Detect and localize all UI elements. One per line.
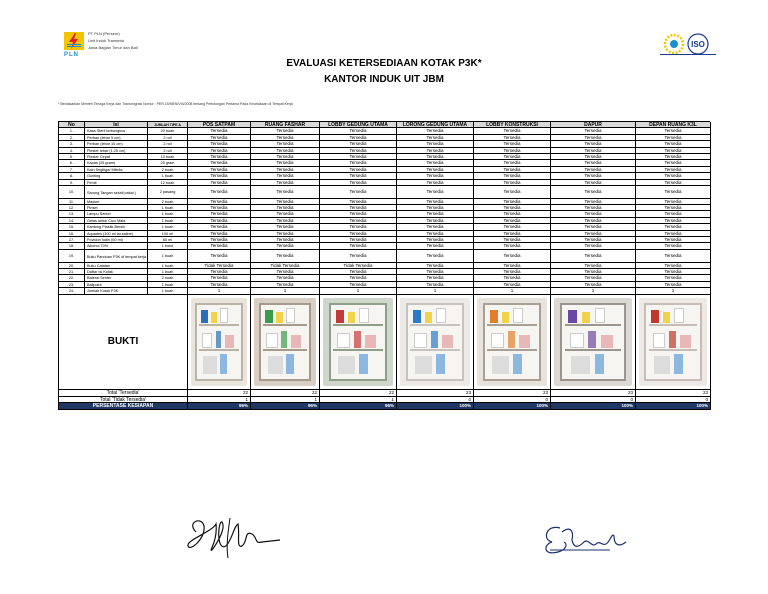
availability-status: Tersedia: [320, 282, 397, 288]
availability-status: Tersedia: [551, 180, 636, 186]
availability-status: Tersedia: [188, 135, 251, 141]
availability-status: Tersedia: [551, 263, 636, 269]
item-quantity: 1 buah: [148, 282, 188, 288]
availability-status: Tersedia: [474, 128, 551, 134]
availability-status: Tersedia: [397, 275, 474, 281]
availability-status: Tersedia: [188, 269, 251, 275]
availability-status: Tersedia: [551, 173, 636, 179]
availability-status: Tersedia: [251, 211, 320, 217]
first-aid-box-photo: [320, 295, 397, 391]
availability-status: Tersedia: [474, 141, 551, 147]
item-name: Aquades (100 ml lar.saline): [85, 231, 148, 237]
item-quantity: 60 ml: [148, 237, 188, 243]
column-header: DEPAN RUANG K3L: [636, 122, 711, 128]
row-number: 24.: [59, 288, 85, 294]
availability-status: Tersedia: [320, 173, 397, 179]
availability-status: Tersedia: [397, 160, 474, 166]
iso-certification-logo-icon: [660, 32, 716, 58]
availability-status: Tersedia: [397, 180, 474, 186]
availability-status: Tersedia: [474, 282, 551, 288]
availability-status: Tersedia: [251, 128, 320, 134]
item-quantity: 1 buah: [148, 269, 188, 275]
availability-status: Tersedia: [474, 148, 551, 154]
availability-status: Tersedia: [251, 275, 320, 281]
availability-status: Tersedia: [397, 224, 474, 230]
availability-status: 1: [551, 288, 636, 294]
summary-value: 22: [320, 390, 397, 396]
availability-status: Tersedia: [188, 141, 251, 147]
org-line-region: Jawa Bagian Timur dan Bali: [88, 45, 138, 50]
availability-status: Tersedia: [551, 243, 636, 249]
row-number: 21.: [59, 269, 85, 275]
availability-status: Tersedia: [397, 199, 474, 205]
item-name: Povidon Iodin (60 ml): [85, 237, 148, 243]
availability-status: Tersedia: [320, 224, 397, 230]
availability-status: Tersedia: [474, 160, 551, 166]
summary-value: 100%: [397, 403, 474, 409]
availability-status: Tersedia: [188, 250, 251, 263]
availability-status: Tersedia: [474, 199, 551, 205]
availability-status: Tersedia: [474, 180, 551, 186]
summary-value: 96%: [188, 403, 251, 409]
row-number: 7.: [59, 167, 85, 173]
column-header: RUANG FASHAR: [251, 122, 320, 128]
row-number: 16.: [59, 231, 85, 237]
column-header: LOBBY GEDUNG UTAMA: [320, 122, 397, 128]
availability-status: Tersedia: [551, 186, 636, 199]
availability-status: Tersedia: [397, 218, 474, 224]
summary-value: 1: [251, 397, 320, 403]
availability-status: Tersedia: [551, 218, 636, 224]
item-quantity: 20 buah: [148, 128, 188, 134]
availability-status: Tersedia: [636, 275, 711, 281]
availability-status: Tersedia: [320, 167, 397, 173]
item-name: Gelas untuk Cuci Mata: [85, 218, 148, 224]
iso-logo-text: ISO: [691, 40, 705, 49]
row-number: 2.: [59, 135, 85, 141]
availability-status: Tersedia: [188, 186, 251, 199]
availability-status: Tersedia: [551, 167, 636, 173]
item-quantity: 2 roll: [148, 141, 188, 147]
row-number: 3.: [59, 141, 85, 147]
item-name: Sarung Tangan sekali pakai (: [85, 186, 148, 199]
availability-status: Tersedia: [636, 250, 711, 263]
availability-status: Tersedia: [551, 269, 636, 275]
row-number: 4.: [59, 148, 85, 154]
item-name: Peniti: [85, 180, 148, 186]
availability-status: Tersedia: [397, 154, 474, 160]
item-quantity: 1 buah: [148, 263, 188, 269]
row-number: 15.: [59, 224, 85, 230]
signature-left-icon: [182, 512, 282, 560]
availability-status: Tersedia: [320, 250, 397, 263]
availability-status: Tersedia: [188, 167, 251, 173]
item-quantity: 2 buah: [148, 199, 188, 205]
item-name: Kapas (25 gram): [85, 160, 148, 166]
availability-status: Tersedia: [320, 128, 397, 134]
availability-status: Tersedia: [320, 180, 397, 186]
evidence-label: BUKTI: [59, 295, 188, 391]
availability-status: Tersedia: [251, 141, 320, 147]
availability-status: Tersedia: [251, 180, 320, 186]
column-header: No: [59, 122, 85, 128]
row-number: 22.: [59, 275, 85, 281]
availability-status: Tersedia: [320, 199, 397, 205]
availability-status: Tersedia: [474, 250, 551, 263]
summary-value: 100%: [551, 403, 636, 409]
availability-status: Tersedia: [320, 231, 397, 237]
availability-status: Tersedia: [251, 173, 320, 179]
item-quantity: 10 buah: [148, 154, 188, 160]
availability-status: Tersedia: [251, 160, 320, 166]
row-number: 9.: [59, 180, 85, 186]
availability-status: Tersedia: [397, 135, 474, 141]
availability-status: Tersedia: [397, 231, 474, 237]
availability-status: Tersedia: [636, 180, 711, 186]
availability-status: Tersedia: [251, 167, 320, 173]
availability-status: Tersedia: [397, 205, 474, 211]
availability-status: 1: [320, 288, 397, 294]
availability-status: Tersedia: [188, 173, 251, 179]
availability-status: Tersedia: [251, 237, 320, 243]
availability-status: Tersedia: [474, 186, 551, 199]
availability-status: Tersedia: [320, 243, 397, 249]
availability-status: Tersedia: [636, 199, 711, 205]
availability-status: Tersedia: [474, 154, 551, 160]
availability-status: Tersedia: [188, 211, 251, 217]
availability-status: Tersedia: [636, 135, 711, 141]
availability-status: Tersedia: [474, 243, 551, 249]
summary-value: 23: [551, 390, 636, 396]
availability-status: Tersedia: [397, 167, 474, 173]
availability-status: 1: [397, 288, 474, 294]
availability-status: Tersedia: [251, 218, 320, 224]
availability-status: Tersedia: [397, 263, 474, 269]
availability-status: Tersedia: [474, 275, 551, 281]
item-quantity: 1 buah: [148, 288, 188, 294]
summary-value: 22: [251, 390, 320, 396]
availability-status: Tersedia: [188, 148, 251, 154]
row-number: 13.: [59, 211, 85, 217]
column-header: JUMLAH TIPE A: [148, 122, 188, 128]
availability-status: Tersedia: [397, 282, 474, 288]
summary-value: 1: [188, 397, 251, 403]
availability-status: Tersedia: [551, 141, 636, 147]
item-quantity: 2 roll: [148, 135, 188, 141]
availability-status: Tersedia: [397, 173, 474, 179]
row-number: 11.: [59, 199, 85, 205]
item-quantity: 1 buah: [148, 218, 188, 224]
availability-status: Tersedia: [251, 231, 320, 237]
item-name: Perban (lebar 5 cm): [85, 135, 148, 141]
item-name: Masker: [85, 199, 148, 205]
availability-status: Tersedia: [320, 269, 397, 275]
item-quantity: 100 ml: [148, 231, 188, 237]
availability-status: Tersedia: [551, 231, 636, 237]
availability-status: Tersedia: [188, 218, 251, 224]
availability-status: Tersedia: [636, 211, 711, 217]
summary-value: 100%: [636, 403, 711, 409]
availability-status: Tersedia: [551, 148, 636, 154]
availability-status: Tersedia: [397, 243, 474, 249]
summary-value: 96%: [251, 403, 320, 409]
document-title: EVALUASI KETERSEDIAAN KOTAK P3K*: [286, 58, 482, 69]
availability-status: Tersedia: [474, 237, 551, 243]
summary-value: 23: [636, 390, 711, 396]
item-name: Lampu Senter: [85, 211, 148, 217]
availability-status: Tersedia: [397, 269, 474, 275]
column-header: LORONG GEDUNG UTAMA: [397, 122, 474, 128]
item-quantity: 2 pasang: [148, 186, 188, 199]
availability-status: Tersedia: [474, 218, 551, 224]
availability-status: Tersedia: [474, 263, 551, 269]
item-quantity: 1 buah: [148, 211, 188, 217]
availability-status: Tersedia: [474, 211, 551, 217]
pln-logo-text: PLN: [64, 52, 79, 58]
availability-status: Tersedia: [474, 135, 551, 141]
row-number: 5.: [59, 154, 85, 160]
availability-status: Tersedia: [636, 160, 711, 166]
item-name: Baterai Senter: [85, 275, 148, 281]
availability-status: 1: [188, 288, 251, 294]
row-number: 17.: [59, 237, 85, 243]
availability-status: Tersedia: [551, 199, 636, 205]
first-aid-box-photo: [636, 295, 711, 391]
row-number: 12.: [59, 205, 85, 211]
row-number: 18.: [59, 243, 85, 249]
availability-status: Tersedia: [551, 250, 636, 263]
item-name: Pinset: [85, 205, 148, 211]
summary-value: 96%: [320, 403, 397, 409]
availability-status: Tersedia: [636, 141, 711, 147]
availability-status: Tersedia: [251, 135, 320, 141]
item-quantity: 1 buah: [148, 173, 188, 179]
availability-status: Tersedia: [551, 282, 636, 288]
availability-status: Tersedia: [636, 154, 711, 160]
availability-status: Tersedia: [551, 135, 636, 141]
availability-status: Tersedia: [251, 154, 320, 160]
item-quantity: 25 gram: [148, 160, 188, 166]
document-subtitle: KANTOR INDUK UIT JBM: [324, 74, 444, 85]
availability-status: Tidak Tersedia: [188, 263, 251, 269]
item-name: Plester lebar (1,25 cm): [85, 148, 148, 154]
item-quantity: 2 buah: [148, 167, 188, 173]
availability-status: Tersedia: [636, 237, 711, 243]
column-header: Isi: [85, 122, 148, 128]
item-name: Kantong Plastik Bersih: [85, 224, 148, 230]
summary-label: PERSENTASE KESIAPAN: [59, 403, 188, 409]
availability-status: Tersedia: [320, 135, 397, 141]
availability-status: Tersedia: [251, 186, 320, 199]
availability-status: Tersedia: [188, 275, 251, 281]
org-line-unit: Unit Induk Transmisi: [88, 38, 125, 43]
availability-status: Tersedia: [474, 269, 551, 275]
item-quantity: 1 buah: [148, 250, 188, 263]
availability-status: Tersedia: [636, 243, 711, 249]
summary-value: 0: [551, 397, 636, 403]
availability-status: Tersedia: [636, 148, 711, 154]
availability-status: Tersedia: [251, 243, 320, 249]
availability-status: 1: [474, 288, 551, 294]
availability-status: Tersedia: [251, 269, 320, 275]
signature-right-icon: [540, 520, 640, 560]
column-header: POS SATPAM: [188, 122, 251, 128]
first-aid-evaluation-table: [58, 121, 710, 410]
availability-status: Tersedia: [188, 199, 251, 205]
availability-status: Tersedia: [251, 205, 320, 211]
availability-status: Tersedia: [251, 250, 320, 263]
item-name: Ballpoint: [85, 282, 148, 288]
availability-status: Tersedia: [320, 275, 397, 281]
item-name: Buku Panduan P3K di tempat kerja: [85, 250, 148, 263]
availability-status: Tersedia: [251, 282, 320, 288]
availability-status: Tersedia: [188, 237, 251, 243]
availability-status: Tersedia: [397, 141, 474, 147]
availability-status: Tidak Tersedia: [251, 263, 320, 269]
availability-status: 1: [636, 288, 711, 294]
availability-status: Tersedia: [551, 211, 636, 217]
first-aid-box-photo: [251, 295, 320, 391]
availability-status: Tersedia: [551, 275, 636, 281]
item-quantity: 12 buah: [148, 180, 188, 186]
column-header: LOBBY KONSTRUKSI: [474, 122, 551, 128]
summary-value: 0: [474, 397, 551, 403]
availability-status: Tersedia: [188, 205, 251, 211]
item-quantity: 1 botol: [148, 243, 188, 249]
availability-status: Tersedia: [551, 224, 636, 230]
availability-status: Tersedia: [551, 128, 636, 134]
availability-status: Tersedia: [320, 141, 397, 147]
item-name: Gunting: [85, 173, 148, 179]
availability-status: Tersedia: [320, 211, 397, 217]
availability-status: Tersedia: [320, 205, 397, 211]
availability-status: Tersedia: [320, 218, 397, 224]
availability-status: Tersedia: [188, 282, 251, 288]
summary-value: 0: [397, 397, 474, 403]
item-name: Perban (lebar 10 cm): [85, 141, 148, 147]
item-name: Plester Cepat: [85, 154, 148, 160]
availability-status: Tidak Tersedia: [320, 263, 397, 269]
summary-value: 0: [636, 397, 711, 403]
summary-label: Total 'Tidak Tersedia': [59, 397, 188, 403]
row-number: 19.: [59, 250, 85, 263]
summary-value: 1: [320, 397, 397, 403]
availability-status: Tersedia: [397, 128, 474, 134]
availability-status: Tersedia: [636, 231, 711, 237]
availability-status: Tersedia: [320, 154, 397, 160]
availability-status: Tersedia: [397, 211, 474, 217]
row-number: 10.: [59, 186, 85, 199]
availability-status: Tersedia: [397, 237, 474, 243]
availability-status: Tersedia: [251, 224, 320, 230]
availability-status: Tersedia: [188, 160, 251, 166]
availability-status: Tersedia: [636, 167, 711, 173]
availability-status: Tersedia: [188, 154, 251, 160]
availability-status: Tersedia: [551, 154, 636, 160]
availability-status: Tersedia: [320, 148, 397, 154]
row-number: 8.: [59, 173, 85, 179]
summary-label: Total 'Tersedia': [59, 390, 188, 396]
availability-status: Tersedia: [474, 224, 551, 230]
availability-status: Tersedia: [188, 224, 251, 230]
availability-status: Tersedia: [320, 160, 397, 166]
availability-status: Tersedia: [474, 173, 551, 179]
item-quantity: 1 buah: [148, 205, 188, 211]
item-name: Buku Catatan: [85, 263, 148, 269]
item-name: Jumlah Kotak P3K: [85, 288, 148, 294]
availability-status: Tersedia: [188, 128, 251, 134]
row-number: 6.: [59, 160, 85, 166]
availability-status: Tersedia: [397, 186, 474, 199]
availability-status: Tersedia: [397, 148, 474, 154]
availability-status: Tersedia: [636, 282, 711, 288]
availability-status: Tersedia: [636, 224, 711, 230]
availability-status: Tersedia: [251, 199, 320, 205]
availability-status: Tersedia: [636, 186, 711, 199]
availability-status: Tersedia: [188, 231, 251, 237]
summary-value: 23: [474, 390, 551, 396]
item-quantity: 2 roll: [148, 148, 188, 154]
first-aid-box-photo: [551, 295, 636, 391]
regulation-footnote: * Berdasarkan Menteri Tenaga Kerja dan Transmigrasi Nomor : PER.15/MEN/VIII/2008 tentang Pertolongan Pertama Pada Kecelakaan di Tempat Kerja: [58, 102, 293, 106]
availability-status: Tersedia: [251, 148, 320, 154]
first-aid-box-photo: [474, 295, 551, 391]
item-quantity: 2 buah: [148, 275, 188, 281]
row-number: 14.: [59, 218, 85, 224]
availability-status: Tersedia: [551, 205, 636, 211]
availability-status: Tersedia: [551, 160, 636, 166]
first-aid-box-photo: [397, 295, 474, 391]
availability-status: Tersedia: [636, 218, 711, 224]
availability-status: Tersedia: [474, 205, 551, 211]
availability-status: Tersedia: [188, 243, 251, 249]
item-name: Daftar Isi Kotak: [85, 269, 148, 275]
availability-status: Tersedia: [320, 186, 397, 199]
row-number: 23.: [59, 282, 85, 288]
item-name: Alkohol 70%: [85, 243, 148, 249]
organization-lines: [88, 30, 138, 51]
availability-status: Tersedia: [636, 173, 711, 179]
availability-status: Tersedia: [636, 128, 711, 134]
availability-status: Tersedia: [636, 205, 711, 211]
summary-value: 22: [188, 390, 251, 396]
row-number: 20.: [59, 263, 85, 269]
summary-value: 23: [397, 390, 474, 396]
availability-status: Tersedia: [474, 167, 551, 173]
item-quantity: 1 buah: [148, 224, 188, 230]
row-number: 1.: [59, 128, 85, 134]
availability-status: 1: [251, 288, 320, 294]
availability-status: Tersedia: [397, 250, 474, 263]
org-line-company: PT PLN (Persero): [88, 31, 120, 36]
item-name: Kain Segitiga/ Mitella: [85, 167, 148, 173]
availability-status: Tersedia: [636, 269, 711, 275]
availability-status: Tersedia: [636, 263, 711, 269]
availability-status: Tersedia: [551, 237, 636, 243]
availability-status: Tersedia: [474, 231, 551, 237]
availability-status: Tersedia: [320, 237, 397, 243]
availability-status: Tersedia: [188, 180, 251, 186]
column-header: DAPUR: [551, 122, 636, 128]
item-name: Kasa Steril terbungkus: [85, 128, 148, 134]
first-aid-box-photo: [188, 295, 251, 391]
summary-value: 100%: [474, 403, 551, 409]
